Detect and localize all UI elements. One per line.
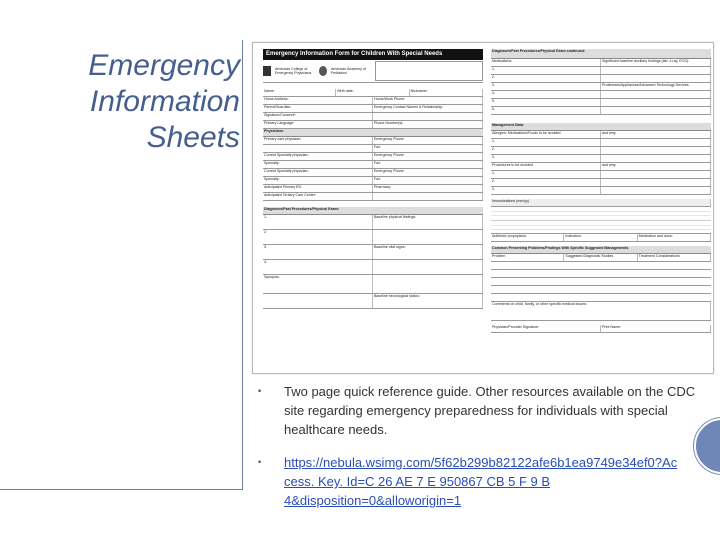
form-label: Procedures to be avoided bbox=[491, 163, 601, 170]
form-label: Comments on child, family, or other specific medical issues: bbox=[491, 302, 711, 320]
form-label: Fax: bbox=[373, 177, 483, 184]
form-label: Home Address: bbox=[263, 97, 373, 104]
form-label: Emergency Phone: bbox=[373, 169, 483, 176]
form-label: Phone Number(s): bbox=[373, 121, 483, 128]
form-label: Current Specialty physician: bbox=[263, 153, 373, 160]
form-label: Synopsis: bbox=[263, 275, 373, 293]
form-label: Immunizations (mm/yy) bbox=[491, 199, 711, 206]
form-label: Fax: bbox=[373, 161, 483, 168]
form-label: Current Specialty physician: bbox=[263, 169, 373, 176]
form-label: Parent/Guardian: bbox=[263, 105, 373, 112]
form-header: Emergency Information Form for Children With Special Needs bbox=[263, 49, 483, 60]
form-logos bbox=[263, 60, 483, 83]
form-label: Specialty: bbox=[263, 161, 373, 168]
title-line-1: Emergency bbox=[88, 49, 240, 82]
form-page-2: Diagnoses/Past Procedures/Physical Exam continued: Medications: Significant baseline ancillary findings (lab, x-ray, ECG): 1. 2. 3. Prostheses/Appliances/Advanced Technology Devices: 4. 5. 6. Management Data: Allergies: Medications/Foods to be avoided and why: 1. 2. 3. Procedures to be avoided and why: 1. 2. 3. Immunizations (mm/yy) Antibiotic prophylaxis: Indication: Medication and dose: Common Presenting Problems/Findings With Specific Suggested Managements Problem Suggested Diagnostic Studies Treatment Considerations Comments on child, family, or other specific medical issues: Physician/Provider Signature: Print Name: bbox=[491, 49, 711, 365]
bullet-item bbox=[258, 382, 698, 439]
slide-horizontal-rule bbox=[0, 489, 243, 490]
form-label: Significant baseline ancillary findings (lab, x-ray, ECG): bbox=[601, 59, 711, 66]
form-label: Prostheses/Appliances/Advanced Technology Devices: bbox=[601, 83, 711, 90]
form-label: Home/Work Phone: bbox=[373, 97, 483, 104]
form-section: Management Data: bbox=[491, 123, 711, 131]
form-label: Emergency Phone: bbox=[373, 153, 483, 160]
form-label: Primary care physician: bbox=[263, 137, 373, 144]
form-label: Antibiotic prophylaxis: bbox=[491, 234, 564, 241]
form-label: Specialty: bbox=[263, 177, 373, 184]
form-label: Indication: bbox=[564, 234, 637, 241]
form-label: Anticipated Primary ED: bbox=[263, 185, 373, 192]
form-label: Allergies: Medications/Foods to be avoided bbox=[491, 131, 601, 138]
form-label: Suggested Diagnostic Studies bbox=[564, 254, 637, 261]
bullet-list bbox=[258, 382, 698, 524]
form-label: Print Name: bbox=[601, 325, 711, 332]
form-label: Signature/Consent*: bbox=[263, 113, 373, 120]
slide-title bbox=[88, 48, 240, 156]
bullet-text: Two page quick reference guide. Other resources available on the CDC site regarding emergency preparedness for individuals with special healthcare needs. bbox=[284, 384, 696, 437]
form-label: Baseline vital signs: bbox=[373, 245, 483, 259]
form-label: Nickname: bbox=[410, 89, 483, 96]
bullet-item bbox=[258, 453, 698, 510]
form-section: Diagnoses/Past Procedures/Physical Exam: bbox=[263, 207, 483, 215]
form-label: Baseline physical findings: bbox=[373, 215, 483, 229]
form-label: Medications: bbox=[491, 59, 601, 66]
form-label: Emergency Phone: bbox=[373, 137, 483, 144]
form-section: Diagnoses/Past Procedures/Physical Exam continued: bbox=[491, 49, 711, 59]
aap-logo-icon bbox=[319, 66, 327, 76]
form-section: Common Presenting Problems/Findings With Specific Suggested Managements bbox=[491, 246, 711, 254]
form-label: Pharmacy: bbox=[373, 185, 483, 192]
form-label: Physician/Provider Signature: bbox=[491, 325, 601, 332]
slide-vertical-rule bbox=[242, 40, 243, 490]
form-label: and why: bbox=[601, 131, 711, 138]
form-label: Emergency Contact Names & Relationship: bbox=[373, 105, 483, 112]
form-label: Medication and dose: bbox=[638, 234, 711, 241]
form-label: Treatment Considerations bbox=[638, 254, 711, 261]
form-label: Birth date: bbox=[336, 89, 409, 96]
cdc-resource-link[interactable]: https://nebula.wsimg.com/5f62b299b82122afe6b1ea9749e34ef0?Ac cess. Key. Id=C 26 AE 7 E 950867 CB 5 F 9 B 4&disposition=0&alloworigin=1 bbox=[284, 455, 678, 508]
acep-label: American College of Emergency Physicians bbox=[275, 67, 312, 75]
form-label: and why: bbox=[601, 163, 711, 170]
form-label: Name: bbox=[263, 89, 336, 96]
form-label: Anticipated Tertiary Care Center: bbox=[263, 193, 373, 200]
aap-label: American Academy of Pediatrics bbox=[331, 67, 366, 75]
form-label: Fax: bbox=[373, 145, 483, 152]
form-label: Primary Language: bbox=[263, 121, 373, 128]
form-page-1: Emergency Information Form for Children With Special Needs American College of Emergency Physicians American Academy of Pediatrics Name: Birth date: Nickname: Home Address: Home/Work Phone: Parent/Guardian: Emergency Contact Names & Relationship: Signature/Consent*: Primary Language: Phone Number(s): Physicians: Primary care physician: Emergency Phone: Fax: Current Specialty physician: Emergency Phone: Specialty: Fax: Current Specialty physician: Emergency Phone: Specialty: Fax: Anticipated Primary ED: Pharmacy: Anticipated Tertiary Care Center: Diagnoses/Past Procedures/Physical Exam: 1. Baseline physical findings: 2. 3. Baseline vital signs: 4. Synopsis: Baseline neurological status: bbox=[263, 49, 483, 365]
title-line-2: Information bbox=[89, 85, 240, 118]
bullet-icon: • bbox=[258, 457, 262, 467]
title-line-3: Sheets bbox=[146, 121, 240, 154]
form-label: Problem bbox=[491, 254, 564, 261]
acep-logo-icon bbox=[263, 66, 271, 76]
emergency-form-image bbox=[252, 42, 714, 374]
form-section: Physicians: bbox=[263, 129, 483, 137]
form-label: Baseline neurological status: bbox=[373, 294, 483, 308]
bullet-icon: • bbox=[258, 386, 262, 396]
